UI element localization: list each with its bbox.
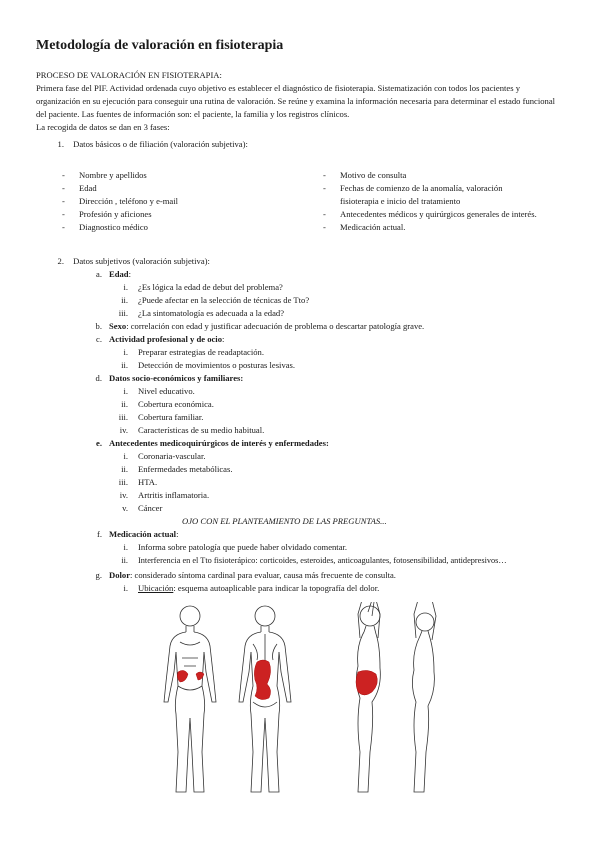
list-item: iii. ¿La sintomatología es adecuada a la edad? [118,308,285,318]
section2-heading [54,255,210,268]
intro-heading: PROCESO DE VALORACIÓN EN FISIOTERAPIA: [36,70,222,80]
page-title: Metodología de valoración en fisioterapia [36,38,284,53]
list-item: iii. HTA. [118,477,158,487]
section1-right-list [323,169,537,234]
list-item: v. Cáncer [122,503,163,513]
list-item: ii. Enfermedades metabólicas. [121,464,233,474]
list-item: - Fechas de comienzo de la anomalía, valoración [323,183,503,193]
subsection-g: g. Dolor: considerado síntoma cardinal para evaluar, causa más frecuente de consulta. [95,570,396,580]
list-item: - Medicación actual. [323,222,406,232]
subsection-f: f. Medicación actual: [96,529,179,539]
pain-area-side [356,670,377,695]
body-side-figure [356,602,380,792]
list-item: - Edad [62,183,97,193]
intro-block [36,69,566,134]
list-item: - Antecedentes médicos y quirúrgicos generales de interés. [323,209,537,219]
list-item: - Nombre y apellidos [62,170,147,180]
pain-area-back [254,660,270,700]
list-item: i. Preparar estrategias de readaptación. [123,347,264,357]
list-item: i. Nivel educativo. [123,386,195,396]
list-item: i. Coronaria-vascular. [123,451,206,461]
section2-label: Datos subjetivos (valoración subjetiva): [73,256,210,266]
list-item: - Profesión y aficiones [62,209,152,219]
section1-number: 1. [57,139,64,149]
section1-heading [54,138,248,151]
subsection-c: c. Actividad profesional y de ocio: [96,334,225,344]
list-item: ii. Cobertura económica. [121,399,214,409]
list-item: ii. Interferencia en el Tto fisioterápico: corticoides, esteroides, anticoagulantes, fotosensibilidad, antidepresivos… [121,556,507,565]
list-item: iv. Características de su medio habitual. [119,425,265,435]
list-item: iv. Artritis inflamatoria. [119,490,210,500]
section1-left-list [62,169,178,234]
subsection-e: e. Antecedentes medicoquirúrgicos de interés y enfermedades: [96,438,329,448]
list-item: i. Ubicación: esquema autoaplicable para indicar la topografía del dolor. [123,583,380,593]
section2-number: 2. [57,256,64,266]
subsection-d: d. Datos socio-económicos y familiares: [95,373,244,383]
list-item: fisioterapia e inicio del tratamiento [340,196,461,206]
list-item: - Motivo de consulta [323,170,407,180]
subsection-b: b. Sexo: correlación con edad y justificar adecuación de problema o descartar patología grave. [95,321,425,331]
intro-phases: La recogida de datos se dan en 3 fases: [36,122,170,132]
questions-warning-note: OJO CON EL PLANTEAMIENTO DE LAS PREGUNTAS... [182,516,387,526]
body-side-arms-figure [412,602,436,792]
list-item: ii. ¿Puede afectar en la selección de técnicas de Tto? [121,295,310,305]
list-item: i. Informa sobre patología que puede haber olvidado comentar. [123,542,348,552]
intro-paragraph: Primera fase del PIF. Actividad ordenada cuyo objetivo es establecer el diagnóstico de fisioterapia. Sistematización con todos los pacientes y organización en su ejecución para conseguir una rutina de valoración. Se reúne y examina la información necesaria para determinar el estado funcional del paciente. Las fuentes de información son: el paciente, la familia y los registros clínicos. [36,83,556,119]
subsection-a: a. Edad: [96,269,131,279]
list-item: ii. Detección de movimientos o posturas lesivas. [121,360,296,370]
pain-area-front [177,670,204,682]
list-item: - Diagnostico médico [62,222,148,232]
list-item: iii. Cobertura familiar. [118,412,204,422]
list-item: - Dirección , teléfono y e-mail [62,196,179,206]
body-front-figure [164,606,216,792]
body-pain-diagram [160,602,450,802]
body-figures-svg [160,602,450,802]
list-item: i. ¿Es lógica la edad de debut del problema? [123,282,283,292]
section1-label: Datos básicos o de filiación (valoración subjetiva): [73,139,248,149]
